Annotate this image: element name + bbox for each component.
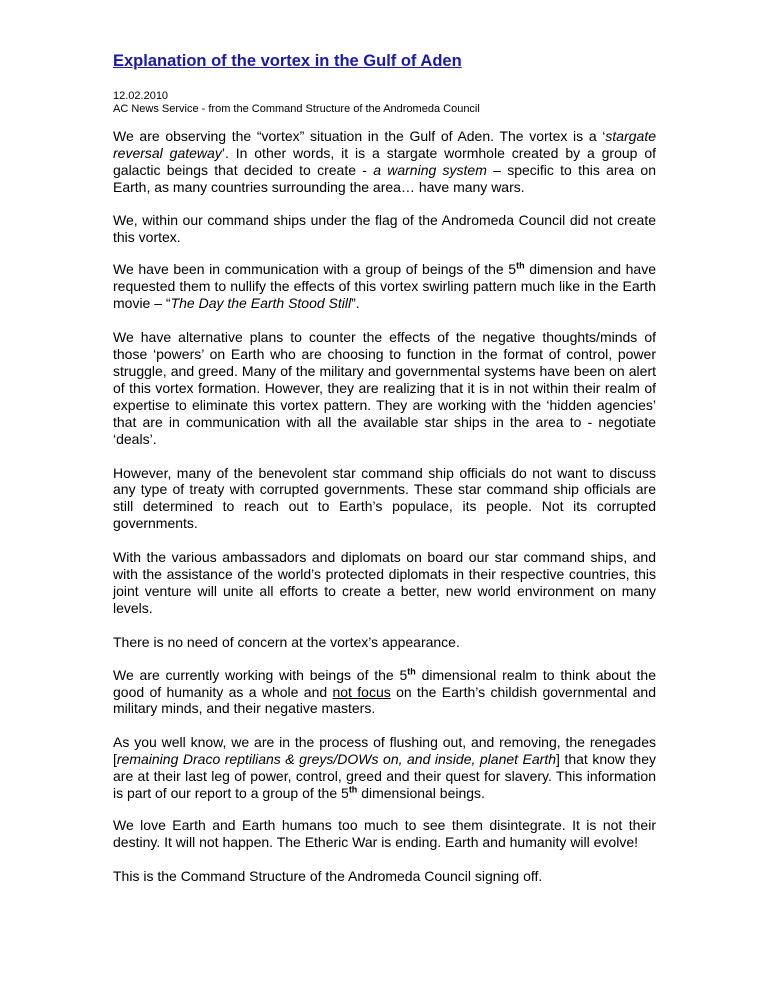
paragraph-3-superscript: th — [516, 260, 525, 271]
paragraph-11: This is the Command Structure of the Andromeda Council signing off. — [113, 867, 543, 884]
document-body — [113, 52, 656, 885]
paragraph-1 — [113, 128, 656, 196]
paragraph-3-text-b: dimension and have requested them to nullify the effects of this vortex swirling pattern much like in the Earth movie – “ — [113, 261, 656, 312]
paragraph-8-text-b: dimensional realm to think about the good of humanity as a whole and — [113, 666, 656, 700]
paragraph-9-text-a: As you well know, we are in the process of flushing out, and removing, the renegades [ — [113, 734, 656, 768]
paragraph-3-text-c: ”. — [351, 295, 360, 312]
document-date: 12.02.2010 — [113, 90, 169, 102]
document-title[interactable]: Explanation of the vortex in the Gulf of Aden — [113, 52, 462, 70]
paragraph-9-italic: remaining Draco reptilians & greys/DOWs on, and inside, planet Earth — [116, 751, 557, 768]
paragraph-8 — [113, 667, 656, 718]
paragraph-9-text-c: dimensional beings. — [357, 785, 485, 802]
paragraph-8-underlined: not focus — [332, 683, 391, 700]
paragraph-4: We have alternative plans to counter the effects of the negative thoughts/minds of those ‘powers’ on Earth who are choosing to function in the format of control, power struggle, and greed. Many of the military and governmental systems have been on alert of this vortex formation. However, they are realizing that it is in not within their realm of expertise to eliminate this vortex pattern. They are working with the ‘hidden agencies’ that are in communication with all the available star ships in the area to - negotiate ‘deals’. — [113, 329, 656, 447]
paragraph-3 — [113, 261, 656, 312]
paragraph-9-superscript: th — [348, 784, 358, 795]
paragraph-8-text-c: on the Earth’s childish governmental and military minds, and their negative masters. — [113, 683, 656, 717]
paragraph-1-italic-b: a warning system — [373, 161, 487, 178]
paragraph-3-movie-title: The Day the Earth Stood Still — [170, 295, 352, 312]
paragraph-9 — [113, 734, 656, 802]
paragraph-7: There is no need of concern at the vortex’s appearance. — [113, 633, 460, 650]
paragraph-2: We, within our command ships under the flag of the Andromeda Council did not create this vortex. — [113, 211, 656, 245]
paragraph-1-text-c: – specific to this area on Earth, as many countries surrounding the area… have many wars. — [113, 161, 656, 195]
paragraph-10: We love Earth and Earth humans too much to see them disintegrate. It is not their destiny. It will not happen. The Etheric War is ending. Earth and humanity will evolve! — [113, 817, 656, 850]
paragraph-5: However, many of the benevolent star command ship officials do not want to discuss any type of treaty with corrupted governments. These star command ship officials are still determined to reach out to Earth’s populace, its people. Not its corrupted governments. — [113, 464, 656, 532]
paragraph-1-text-b: ’. In other words, it is a stargate wormhole created by a group of galactic beings that decided to create - — [113, 144, 657, 178]
paragraph-1-italic-a: stargate reversal gateway — [113, 128, 656, 161]
paragraph-3-text-a: We have been in communication with a group of beings of the 5 — [113, 261, 517, 278]
paragraph-6: With the various ambassadors and diplomats on board our star command ships, and with the assistance of the world’s protected diplomats in their respective countries, this joint venture will unite all efforts to create a better, new world environment on many levels. — [113, 549, 656, 616]
paragraph-9-text-b: ] that know they are at their last leg of power, control, greed and their quest for slavery. This information is part of our report to a group of the 5 — [113, 751, 656, 802]
paragraph-1-text-a: We are observing the “vortex” situation in the Gulf of Aden. The vortex is a ‘ — [113, 128, 606, 144]
document-meta — [113, 90, 656, 116]
document-source: AC News Service - from the Command Structure of the Andromeda Council — [113, 103, 480, 115]
paragraph-8-text-a: We are currently working with beings of the 5 — [113, 666, 408, 683]
paragraph-8-superscript: th — [407, 666, 416, 676]
